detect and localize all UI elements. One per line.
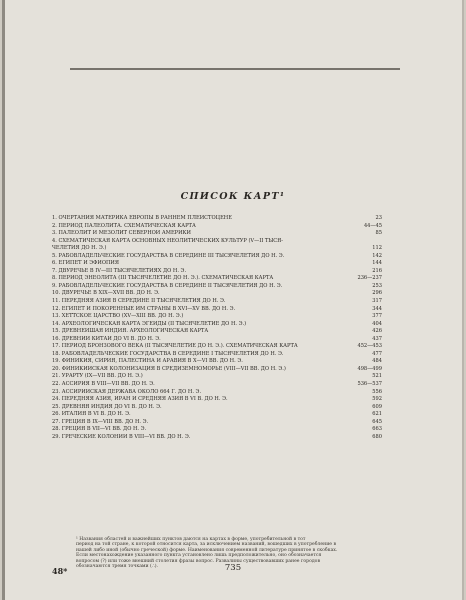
list-item	[52, 230, 382, 238]
item-text: 17. ПЕРИОД БРОНЗОВОГО ВЕКА (II ТЫСЯЧЕЛЕТИЕ ДО Н. Э.). СХЕМАТИЧЕСКАЯ КАРТА	[52, 343, 298, 350]
list-item	[52, 321, 382, 329]
item-page: 556	[372, 388, 382, 395]
list-item	[52, 260, 382, 268]
item-page: 645	[372, 418, 382, 425]
item-page: 112	[372, 245, 382, 252]
list-item	[52, 298, 382, 306]
item-text: 10. ДВУРЕЧЬЕ В XIX—XVII ВВ. ДО Н. Э.	[52, 290, 160, 297]
list-item	[52, 366, 382, 374]
list-item	[52, 396, 382, 404]
item-page: 142	[372, 252, 382, 259]
list-item	[52, 253, 382, 261]
item-page: 536—537	[357, 381, 382, 388]
list-item	[52, 358, 382, 366]
list-item	[52, 336, 382, 344]
item-text: 9. РАБОВЛАДЕЛЬЧЕСКИЕ ГОСУДАРСТВА В СЕРЕДИНЕ II ТЫСЯЧЕЛЕТИЯ ДО Н. Э.	[52, 282, 283, 289]
item-text: 19. ФИНИКИЯ, СИРИЯ, ПАЛЕСТИНА И АРАВИЯ В X—VI ВВ. ДО Н. Э.	[52, 358, 243, 365]
list-item	[52, 404, 382, 412]
item-page: 23	[375, 215, 382, 221]
item-page: 437	[372, 335, 382, 342]
item-text: 15. ДРЕВНЕЙШАЯ ИНДИЯ. АРХЕОЛОГИЧЕСКАЯ КАРТА	[52, 328, 209, 335]
item-page: 296	[372, 290, 382, 297]
item-page: 144	[372, 260, 382, 267]
item-text: 14. АРХЕОЛОГИЧЕСКАЯ КАРТА ЭГЕИДЫ (II ТЫСЯЧЕЛЕТИЕ ДО Н. Э.)	[52, 320, 247, 327]
footnote-line: вопросом (?) или тоже внешний столетия фразы вопрос. Развалины существовавших ранее городов	[76, 558, 321, 564]
item-text: 16. ДРЕВНИЙ КИТАЙ ДО VI В. ДО Н. Э.	[52, 335, 161, 342]
item-text: ЧЕЛЕТИЯ ДО Н. Э.)	[52, 245, 107, 252]
item-page: 663	[372, 426, 382, 433]
page-number: 735	[224, 563, 242, 573]
footnote-line: Если местонахождение указанного пункта установлено лишь предположительно, оно обозначается	[76, 553, 322, 559]
scan-edge-right	[462, 0, 464, 600]
item-text: 3. ПАЛЕОЛИТ И МЕЗОЛИТ СЕВЕРНОЙ АМЕРИКИ	[52, 230, 191, 237]
item-page: 253	[372, 282, 382, 289]
item-text: 21. УРАРТУ (IX—VII ВВ. ДО Н. Э.)	[52, 373, 143, 380]
item-page: 426	[372, 328, 382, 335]
footnote-line: период на той стране, к которой относится карта, за исключением названий, вошедших в употребление в	[76, 542, 337, 548]
scan-edge-left	[2, 0, 5, 600]
item-page: 216	[372, 267, 382, 274]
item-text: 26. ИТАЛИЯ В VI В. ДО Н. Э.	[52, 411, 131, 418]
item-text: 5. РАБОВЛАДЕЛЬЧЕСКИЕ ГОСУДАРСТВА В СЕРЕДИНЕ III ТЫСЯЧЕЛЕТИЯ ДО Н. Э.	[52, 252, 285, 259]
item-page: 404	[372, 320, 382, 327]
list-item	[52, 381, 382, 389]
item-text: 23. АССИРИЙСКАЯ ДЕРЖАВА ОКОЛО 664 Г. ДО Н. Э.	[52, 388, 202, 395]
list-item	[52, 290, 382, 298]
list-item	[52, 313, 382, 321]
list-item	[52, 434, 382, 442]
item-text: 8. ПЕРИОД ЭНЕОЛИТА (III ТЫСЯЧЕЛЕТИЕ ДО Н. Э.). СХЕМАТИЧЕСКАЯ КАРТА	[52, 275, 274, 282]
item-text: 20. ФИНИКИЙСКАЯ КОЛОНИЗАЦИЯ В СРЕДИЗЕМНОМОРЬЕ (VIII—VII ВВ. ДО Н. Э.)	[52, 365, 286, 372]
item-text: 24. ПЕРЕДНЯЯ АЗИЯ, ИРАН И СРЕДНЯЯ АЗИЯ В VI В. ДО Н. Э.	[52, 396, 228, 403]
list-item	[52, 373, 382, 381]
list-item	[52, 215, 382, 223]
list-item	[52, 328, 382, 336]
list-item	[52, 419, 382, 427]
footnote-line: нашей либо иной (обычно греческой) форме. Наименования современной литературе принятое в скобках.	[76, 547, 338, 553]
list-item	[52, 238, 382, 246]
item-text: 25. ДРЕВНЯЯ ИНДИЯ ДО VI В. ДО Н. Э.	[52, 403, 162, 410]
item-text: 6. ЕГИПЕТ И ЭФИОПИЯ	[52, 260, 119, 267]
list-item	[52, 411, 382, 419]
page-title: СПИСОК КАРТ¹	[180, 191, 286, 202]
item-text: 29. ГРЕЧЕСКИЕ КОЛОНИИ В VIII—VI ВВ. ДО Н. Э.	[52, 433, 191, 440]
footnote-line: обозначаются тремя точками (∴).	[76, 564, 158, 570]
item-text: 11. ПЕРЕДНЯЯ АЗИЯ В СЕРЕДИНЕ II ТЫСЯЧЕЛЕТИЯ ДО Н. Э.	[52, 298, 226, 305]
item-page: 85	[375, 230, 382, 237]
list-item	[52, 351, 382, 359]
list-item	[52, 426, 382, 434]
maps-list	[52, 215, 382, 441]
item-text: 4. СХЕМАТИЧЕСКАЯ КАРТА ОСНОВНЫХ НЕОЛИТИЧЕСКИХ КУЛЬТУР (V—II ТЫСЯ-	[52, 237, 283, 244]
item-text: 12. ЕГИПЕТ И ПОКОРЕННЫЕ ИМ СТРАНЫ В XVI—XV ВВ. ДО Н. Э.	[52, 305, 236, 312]
item-page: 344	[372, 305, 382, 312]
item-text: 1. ОЧЕРТАНИЯ МАТЕРИКА ЕВРОПЫ В РАННЕМ ПЛЕЙСТОЦЕНЕ	[52, 215, 232, 221]
item-page: 609	[372, 403, 382, 410]
list-item	[52, 223, 382, 231]
item-text: 22. АССИРИЯ В VIII—VII ВВ. ДО Н. Э.	[52, 381, 155, 388]
item-page: 377	[372, 313, 382, 320]
top-rule	[70, 68, 400, 70]
list-item	[52, 283, 382, 291]
item-page: 621	[372, 411, 382, 418]
item-page: 521	[372, 373, 382, 380]
list-item	[52, 275, 382, 283]
item-page: 484	[372, 358, 382, 365]
item-text: 27. ГРЕЦИЯ В IX—VIII ВВ. ДО Н. Э.	[52, 418, 149, 425]
printer-signature: 48*	[52, 566, 68, 576]
item-page: 452—453	[357, 343, 382, 350]
footnote-line: ¹ Названия областей и важнейших пунктов даются на картах в форме, употребительной в тот	[76, 537, 306, 542]
item-text: 18. РАБОВЛАДЕЛЬЧЕСКИЕ ГОСУДАРСТВА В СЕРЕДИНЕ I ТЫСЯЧЕЛЕТИЯ ДО Н. Э.	[52, 350, 284, 357]
item-text: 7. ДВУРЕЧЬЕ В IV—III ТЫСЯЧЕЛЕТИЯХ ДО Н. Э.	[52, 267, 187, 274]
list-item	[52, 306, 382, 314]
item-page: 44—45	[363, 222, 382, 229]
list-item	[52, 268, 382, 276]
list-item	[52, 245, 382, 253]
item-page: 477	[372, 350, 382, 357]
list-item	[52, 343, 382, 351]
item-page: 498—499	[357, 365, 382, 372]
item-text: 2. ПЕРИОД ПАЛЕОЛИТА. СХЕМАТИЧЕСКАЯ КАРТА	[52, 222, 196, 229]
item-text: 13. ХЕТТСКОЕ ЦАРСТВО (XV—XIII ВВ. ДО Н. Э.)	[52, 313, 184, 320]
item-page: 592	[372, 396, 382, 403]
item-page: 317	[372, 298, 382, 305]
item-text: 28. ГРЕЦИЯ В VII—VI ВВ. ДО Н. Э.	[52, 426, 147, 433]
item-page: 680	[372, 433, 382, 440]
item-page: 236—237	[357, 275, 382, 282]
list-item	[52, 389, 382, 397]
